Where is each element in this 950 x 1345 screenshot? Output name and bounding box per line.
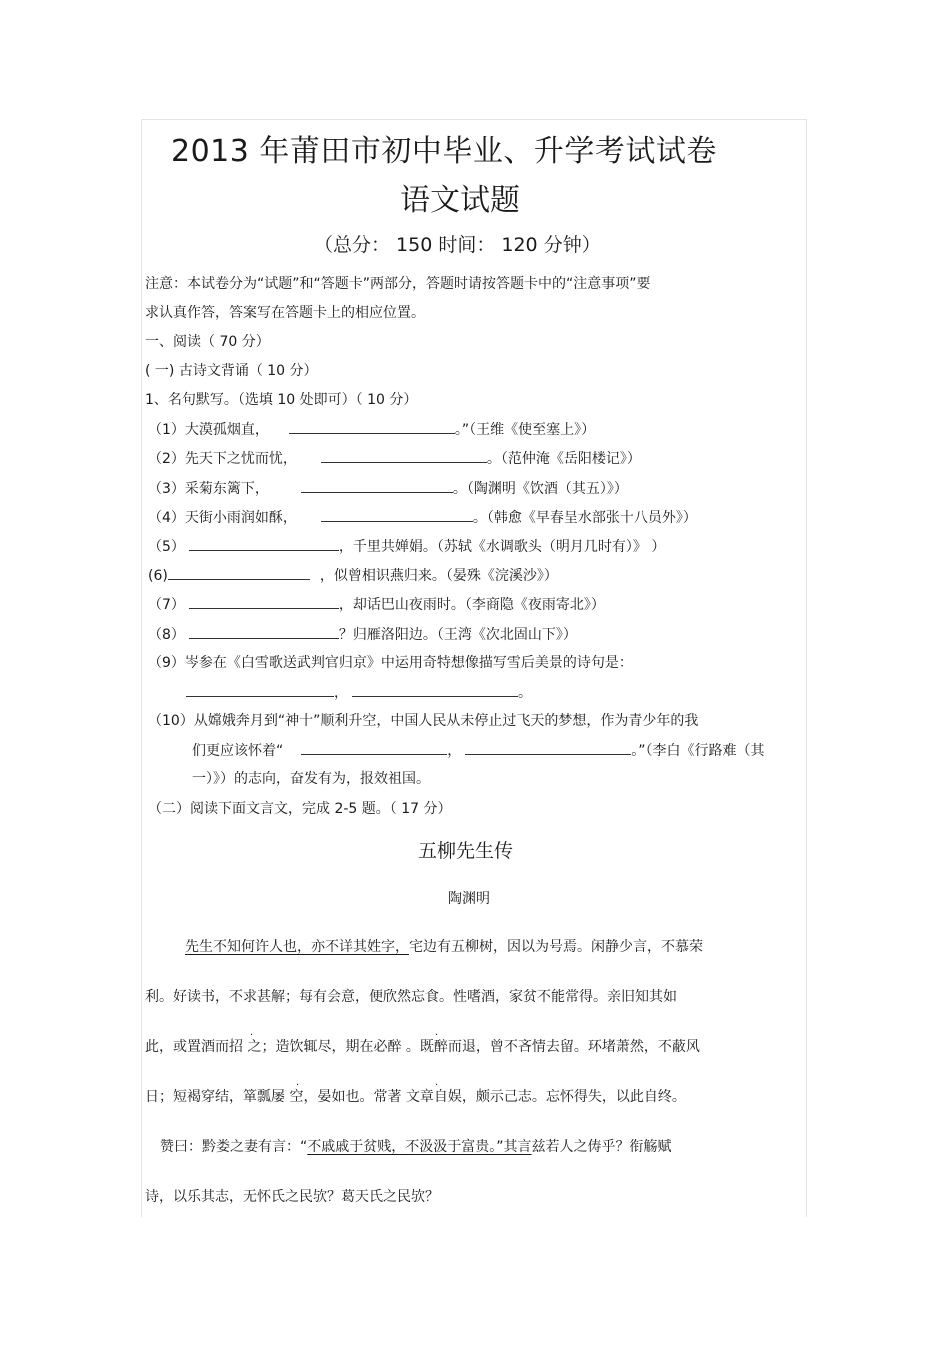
- fill-item-2: （2）先天下之忧而忧， 。（范仲淹《岳阳楼记》）: [148, 451, 641, 467]
- fill-item-10-blanks: 们更应该怀着“ ， 。”（李白《行路难（其: [192, 743, 765, 759]
- fill-item-9: （9）岑参在《白雪歌送武判官归京》中运用奇特想像描写雪后美景的诗句是：: [148, 655, 633, 671]
- answer-blank[interactable]: [189, 626, 339, 639]
- answer-blank[interactable]: [352, 684, 518, 697]
- answer-blank[interactable]: [168, 567, 310, 580]
- fill-item-6: (6) ，似曾相识燕归来。（晏殊《浣溪沙》）: [148, 568, 558, 584]
- fill-item-5: （5） ，千里共婵娟。（苏轼《水调歌头（明月几时有）》 ）: [148, 539, 666, 555]
- fill-item-1: （1）大漠孤烟直， 。”（王维《使至塞上》）: [148, 422, 596, 438]
- emphasis-dot: ·: [296, 1080, 300, 1091]
- passage-line-6: 诗，以乐其志，无怀氏之民欤？葛天氏之民欤？: [145, 1189, 439, 1205]
- question-1: 1、名句默写。（选填 10 处即可）（ 10 分）: [145, 392, 418, 408]
- subject-title: 语文试题: [400, 183, 520, 218]
- fill-item-3: （3）采菊东篱下， 。（陶渊明《饮酒（其五）》）: [148, 481, 628, 497]
- emphasis-dot: ·: [435, 1030, 439, 1041]
- emphasis-dot: ·: [250, 1030, 254, 1041]
- answer-blank[interactable]: [321, 509, 473, 522]
- emphasis-dot: ·: [435, 1080, 439, 1091]
- passage-line-2: 利。好读书，不求甚解；每有会意，便欣然忘食。性嗜酒，家贫不能常得。亲旧知其如: [145, 989, 677, 1005]
- answer-blank[interactable]: [189, 538, 339, 551]
- fill-item-10-end: 一）》）的志向，奋发有为，报效祖国。: [192, 771, 430, 787]
- passage-title: 五柳先生传: [418, 840, 514, 862]
- fill-item-9-blanks: ， 。: [186, 684, 532, 701]
- passage-author: 陶渊明: [448, 891, 490, 907]
- fill-item-7: （7） ，却话巴山夜雨时。（李商隐《夜雨寄北》）: [148, 597, 605, 613]
- score-time-info: （总分： 150 时间： 120 分钟）: [314, 234, 601, 256]
- fill-item-8: （8） ？归雁洛阳边。（王湾《次北固山下》）: [148, 627, 577, 643]
- answer-blank[interactable]: [289, 421, 455, 434]
- passage-line-1: 先生不知何许人也，亦不详其姓字，宅边有五柳树，因以为号焉。闲静少言，不慕荣: [185, 939, 703, 955]
- passage-line-4: 日；短褐穿结，箪瓢屡 空，晏如也。常著 文章自娱，颇示己志。忘怀得失，以此自终。: [145, 1089, 686, 1105]
- subsection-recitation: ( 一) 古诗文背诵（ 10 分）: [145, 363, 318, 379]
- underlined-sentence: 不戚戚于贫贱，不汲汲于富贵。”其言: [307, 1139, 532, 1155]
- section-reading: 一、阅读（ 70 分）: [145, 334, 270, 350]
- subsection-classical-reading: （二）阅读下面文言文，完成 2-5 题。（ 17 分）: [148, 801, 452, 817]
- notice-line-1: 注意：本试卷分为“试题”和“答题卡”两部分，答题时请按答题卡中的“注意事项”要: [145, 276, 651, 292]
- passage-line-3: 此，或置酒而招 之；造饮辄尽，期在必醉 。既醉而退，曾不吝情去留。环堵萧然，不蔽风: [145, 1039, 700, 1055]
- answer-blank[interactable]: [465, 742, 631, 755]
- fill-item-4: （4）天街小雨润如酥， 。（韩愈《早春呈水部张十八员外》）: [148, 510, 697, 526]
- passage-line-5: 赞曰：黔娄之妻有言：“不戚戚于贫贱，不汲汲于富贵。”其言兹若人之俦乎？衔觞赋: [160, 1139, 672, 1155]
- fill-item-10: （10）从嫦娥奔月到“神十”顺利升空，中国人民从未停止过飞天的梦想，作为青少年的我: [148, 713, 699, 729]
- exam-title: 2013 年莆田市初中毕业、升学考试试卷: [171, 134, 717, 169]
- answer-blank[interactable]: [301, 480, 453, 493]
- underlined-sentence: 先生不知何许人也，亦不详其姓字，: [185, 939, 409, 955]
- answer-blank[interactable]: [186, 684, 334, 697]
- answer-blank[interactable]: [301, 742, 447, 755]
- answer-blank[interactable]: [321, 450, 487, 463]
- answer-blank[interactable]: [189, 596, 339, 609]
- notice-line-2: 求认真作答，答案写在答题卡上的相应位置。: [145, 305, 425, 321]
